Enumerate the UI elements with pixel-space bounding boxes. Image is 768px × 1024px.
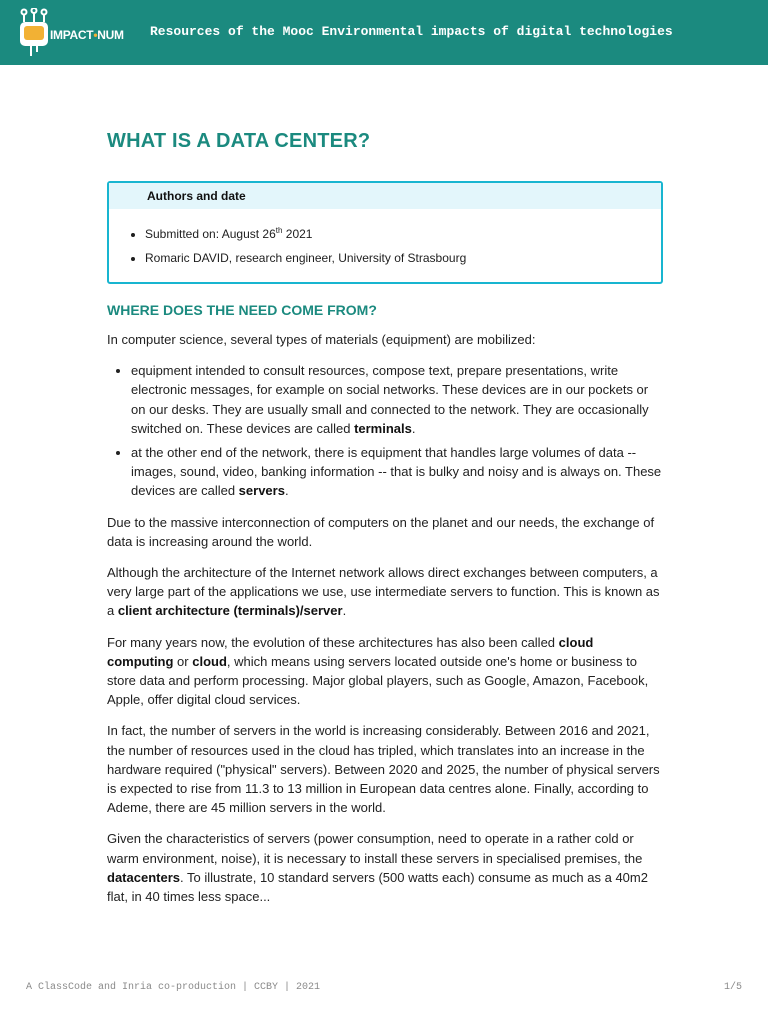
page-number: 1/5 (723, 982, 742, 993)
list-item: • equipment intended to consult resources, compose text, prepare presentations, write electronic messages, for example on social networks. These devices are in our pockets or on our desks. They are usually small and connected to the network. They are occasionally switched on. These devices are called terminals. (131, 361, 663, 438)
logo-text: IMPACT•NUM (50, 28, 124, 42)
page-title: WHAT IS A DATA CENTER? (107, 130, 371, 152)
paragraph: For many years now, the evolution of these architectures has also been called cloud computing or cloud, which means using servers located outside one's home or business to store data and perform processing. Major global players, such as Google, Amazon, Facebook, Apple, offer digital cloud services. (107, 634, 649, 708)
intro-paragraph: In computer science, several types of materials (equipment) are mobilized: (107, 332, 536, 347)
authors-list (109, 219, 661, 270)
page-header (0, 0, 768, 65)
authors-box-heading: Authors and date (109, 183, 661, 209)
paragraph: Given the characteristics of servers (power consumption, need to operate in a rather cold or warm environment, noise), it is necessary to install these servers in specialised premises, the datacenters. To illustrate, 10 standard servers (500 watts each) consume as much as a 40m2 flat, in 40 times less space... (107, 831, 648, 905)
chip-icon (14, 8, 54, 60)
authors-box (107, 181, 663, 284)
header-title: Resources of the Mooc Environmental impacts of digital technologies (150, 24, 673, 39)
submitted-date: • Submitted on: August 26th 2021 (145, 219, 661, 246)
paragraph: In fact, the number of servers in the world is increasing considerably. Between 2016 and 2021, the number of resources used in the cloud has tripled, which translates into an increase in the hardware required ("physical" servers). Between 2020 and 2025, the number of physical servers is expected to rise from 11.3 to 13 million in European data centres alone. Finally, according to Ademe, there are 45 million servers in the world. (107, 723, 660, 816)
list-item: • at the other end of the network, there is equipment that handles large volumes of data -- images, sound, video, banking information -- that is bulky and noisy and is always on. These devices are called servers. (131, 443, 663, 501)
equipment-list (107, 361, 663, 500)
author-line: • Romaric DAVID, research engineer, University of Strasbourg (145, 246, 661, 270)
document-body (107, 130, 663, 906)
footer-credits: A ClassCode and Inria co-production | CCBY | 2021 (26, 982, 321, 993)
impact-num-logo[interactable] (14, 8, 134, 60)
paragraph: Although the architecture of the Internet network allows direct exchanges between computers, a very large part of the applications we use, use intermediate servers to function. This is known as a client architecture (terminals)/server. (107, 565, 660, 619)
section-heading: WHERE DOES THE NEED COME FROM? (107, 302, 377, 318)
paragraph: Due to the massive interconnection of computers on the planet and our needs, the exchange of data is increasing around the world. (107, 514, 655, 549)
